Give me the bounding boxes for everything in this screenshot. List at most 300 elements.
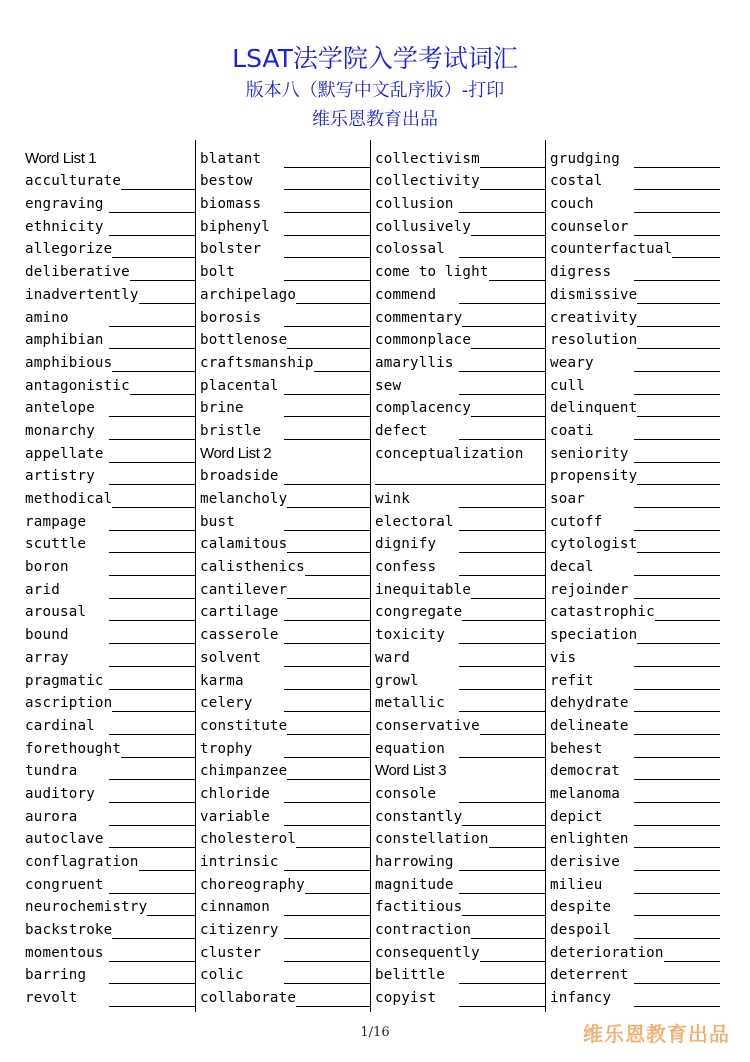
answer-blank[interactable] bbox=[459, 422, 545, 440]
vocab-word: consequently bbox=[375, 944, 480, 961]
answer-blank[interactable] bbox=[112, 490, 195, 508]
vocab-word: harrowing bbox=[375, 854, 454, 870]
answer-blank[interactable] bbox=[459, 649, 545, 667]
answer-blank[interactable] bbox=[637, 331, 720, 349]
vocab-word: bolster bbox=[200, 241, 262, 258]
answer-blank[interactable] bbox=[109, 649, 195, 667]
vocab-row bbox=[550, 690, 720, 713]
answer-blank[interactable] bbox=[459, 240, 545, 258]
vocab-row bbox=[25, 962, 195, 985]
vocab-word: toxicity bbox=[375, 627, 445, 644]
vocab-row bbox=[550, 916, 720, 939]
answer-blank[interactable] bbox=[109, 944, 195, 962]
answer-blank[interactable] bbox=[471, 218, 545, 236]
vocab-row bbox=[200, 508, 370, 531]
answer-blank[interactable] bbox=[284, 150, 370, 168]
answer-blank[interactable] bbox=[139, 286, 195, 304]
answer-blank[interactable] bbox=[672, 240, 720, 258]
vocab-word: inadvertently bbox=[25, 286, 139, 303]
vocab-row bbox=[550, 485, 720, 508]
vocab-row bbox=[25, 826, 195, 849]
answer-blank[interactable] bbox=[287, 581, 370, 599]
answer-blank[interactable] bbox=[462, 603, 545, 621]
answer-blank[interactable] bbox=[284, 921, 370, 939]
vocab-word: coati bbox=[550, 422, 594, 439]
vocab-word: chloride bbox=[200, 785, 270, 802]
answer-blank[interactable] bbox=[284, 377, 370, 395]
vocab-row bbox=[200, 599, 370, 622]
answer-blank[interactable] bbox=[459, 513, 545, 531]
answer-blank[interactable] bbox=[634, 672, 720, 690]
answer-blank[interactable] bbox=[634, 422, 720, 440]
vocab-row bbox=[375, 213, 545, 236]
answer-blank[interactable] bbox=[459, 535, 545, 553]
answer-blank[interactable] bbox=[109, 966, 195, 984]
answer-blank[interactable] bbox=[634, 354, 720, 372]
vocab-row bbox=[25, 553, 195, 576]
answer-blank[interactable] bbox=[375, 467, 545, 485]
answer-blank[interactable] bbox=[459, 740, 545, 758]
vocab-row bbox=[200, 531, 370, 554]
vocab-row bbox=[200, 304, 370, 327]
answer-blank[interactable] bbox=[109, 445, 195, 463]
vocab-row bbox=[200, 168, 370, 191]
vocab-row bbox=[25, 213, 195, 236]
answer-blank[interactable] bbox=[284, 467, 370, 485]
answer-blank[interactable] bbox=[471, 921, 545, 939]
vocab-word: collectivism bbox=[375, 150, 480, 167]
answer-blank[interactable] bbox=[634, 830, 720, 848]
answer-blank[interactable] bbox=[284, 399, 370, 417]
answer-blank[interactable] bbox=[637, 399, 720, 417]
vocab-word: counselor bbox=[550, 218, 629, 235]
vocab-word: deterioration bbox=[550, 944, 664, 961]
answer-blank[interactable] bbox=[130, 263, 195, 281]
answer-blank[interactable] bbox=[637, 535, 720, 553]
answer-blank[interactable] bbox=[109, 603, 195, 621]
answer-blank[interactable] bbox=[284, 898, 370, 916]
vocab-word: defect bbox=[375, 422, 428, 439]
vocab-word: congregate bbox=[375, 604, 463, 621]
answer-blank[interactable] bbox=[489, 263, 545, 281]
answer-blank[interactable] bbox=[634, 876, 720, 894]
vocab-row bbox=[550, 780, 720, 803]
answer-blank[interactable] bbox=[121, 172, 195, 190]
vocab-word: cartilage bbox=[200, 604, 279, 621]
answer-blank[interactable] bbox=[637, 309, 720, 327]
answer-blank[interactable] bbox=[462, 898, 545, 916]
vocab-row bbox=[375, 826, 545, 849]
answer-blank[interactable] bbox=[296, 989, 370, 1007]
vocab-row bbox=[25, 168, 195, 191]
vocab-word: collusively bbox=[375, 218, 472, 235]
answer-blank[interactable] bbox=[637, 626, 720, 644]
vocab-row bbox=[25, 803, 195, 826]
word-list-heading-label: Word List 2 bbox=[200, 444, 272, 462]
vocab-word: weary bbox=[550, 354, 594, 371]
answer-blank[interactable] bbox=[634, 785, 720, 803]
vocab-word: depict bbox=[550, 808, 603, 825]
vocab-word: variable bbox=[200, 808, 270, 825]
answer-blank[interactable] bbox=[109, 399, 195, 417]
answer-blank[interactable] bbox=[109, 717, 195, 735]
answer-blank[interactable] bbox=[459, 876, 545, 894]
answer-blank[interactable] bbox=[459, 354, 545, 372]
vocab-word: seniority bbox=[550, 445, 629, 462]
vocab-row bbox=[375, 848, 545, 871]
answer-blank[interactable] bbox=[634, 898, 720, 916]
vocab-row bbox=[200, 463, 370, 486]
answer-blank[interactable] bbox=[459, 966, 545, 984]
vocab-word: bristle bbox=[200, 422, 262, 439]
answer-blank[interactable] bbox=[634, 513, 720, 531]
vocab-word: forethought bbox=[25, 740, 122, 757]
answer-blank[interactable] bbox=[480, 717, 545, 735]
vocab-word: enlighten bbox=[550, 831, 629, 848]
answer-blank[interactable] bbox=[284, 309, 370, 327]
vocab-row bbox=[375, 871, 545, 894]
vocab-row bbox=[550, 553, 720, 576]
answer-blank[interactable] bbox=[634, 762, 720, 780]
answer-blank[interactable] bbox=[664, 944, 720, 962]
answer-blank[interactable] bbox=[130, 377, 195, 395]
vocab-word: celery bbox=[200, 695, 253, 712]
answer-blank[interactable] bbox=[471, 331, 545, 349]
vocab-word: refit bbox=[550, 672, 594, 689]
answer-blank[interactable] bbox=[459, 558, 545, 576]
word-column-2 bbox=[200, 145, 370, 1007]
vocab-word: infancy bbox=[550, 990, 612, 1007]
word-column-1 bbox=[25, 145, 195, 1007]
answer-blank[interactable] bbox=[459, 626, 545, 644]
answer-blank[interactable] bbox=[287, 490, 370, 508]
vocab-row bbox=[25, 349, 195, 372]
column-divider bbox=[195, 140, 196, 1012]
vocab-row bbox=[25, 984, 195, 1007]
vocab-row bbox=[550, 939, 720, 962]
answer-blank[interactable] bbox=[284, 853, 370, 871]
answer-blank[interactable] bbox=[287, 535, 370, 553]
answer-blank[interactable] bbox=[489, 830, 545, 848]
vocab-row bbox=[200, 939, 370, 962]
answer-blank[interactable] bbox=[459, 694, 545, 712]
vocab-row bbox=[200, 327, 370, 350]
vocab-row bbox=[550, 236, 720, 259]
vocab-word: soar bbox=[550, 491, 585, 507]
answer-blank[interactable] bbox=[634, 172, 720, 190]
answer-blank[interactable] bbox=[634, 445, 720, 463]
vocab-row bbox=[25, 735, 195, 758]
answer-blank[interactable] bbox=[284, 422, 370, 440]
vocab-row bbox=[550, 758, 720, 781]
vocab-word: rejoinder bbox=[550, 581, 629, 598]
vocab-row bbox=[375, 599, 545, 622]
answer-blank[interactable] bbox=[284, 218, 370, 236]
answer-blank[interactable] bbox=[634, 490, 720, 508]
answer-blank[interactable] bbox=[634, 558, 720, 576]
vocab-row bbox=[25, 690, 195, 713]
vocab-word: constellation bbox=[375, 831, 489, 848]
vocab-word: cutoff bbox=[550, 513, 603, 530]
answer-blank[interactable] bbox=[284, 603, 370, 621]
vocab-word: broadside bbox=[200, 468, 279, 485]
answer-blank[interactable] bbox=[459, 672, 545, 690]
vocab-word: growl bbox=[375, 672, 419, 689]
vocab-word: choreography bbox=[200, 876, 305, 893]
answer-blank[interactable] bbox=[109, 626, 195, 644]
vocab-word: biomass bbox=[200, 196, 262, 213]
vocab-row bbox=[200, 372, 370, 395]
answer-blank[interactable] bbox=[284, 785, 370, 803]
vocab-word: despoil bbox=[550, 922, 612, 939]
vocab-word: deliberative bbox=[25, 264, 130, 281]
vocab-word: allegorize bbox=[25, 241, 113, 258]
vocab-word: solvent bbox=[200, 649, 262, 666]
answer-blank[interactable] bbox=[109, 218, 195, 236]
vocab-word: methodical bbox=[25, 491, 113, 507]
vocab-row bbox=[375, 258, 545, 281]
vocab-word: belittle bbox=[375, 967, 445, 984]
answer-blank[interactable] bbox=[459, 377, 545, 395]
answer-blank[interactable] bbox=[305, 558, 370, 576]
vocab-word: trophy bbox=[200, 740, 253, 757]
vocab-word: tundra bbox=[25, 763, 78, 780]
answer-blank[interactable] bbox=[284, 649, 370, 667]
answer-blank[interactable] bbox=[471, 399, 545, 417]
vocab-word: electoral bbox=[375, 513, 454, 530]
answer-blank[interactable] bbox=[109, 785, 195, 803]
answer-blank[interactable] bbox=[284, 694, 370, 712]
answer-blank[interactable] bbox=[109, 195, 195, 213]
vocab-row bbox=[25, 576, 195, 599]
vocab-row bbox=[200, 735, 370, 758]
answer-blank[interactable] bbox=[634, 649, 720, 667]
vocab-row bbox=[550, 826, 720, 849]
column-divider bbox=[370, 140, 371, 1012]
answer-blank[interactable] bbox=[112, 354, 195, 372]
vocab-row bbox=[550, 644, 720, 667]
answer-blank[interactable] bbox=[284, 966, 370, 984]
vocab-row bbox=[550, 213, 720, 236]
vocab-word: biphenyl bbox=[200, 218, 270, 235]
vocab-row bbox=[375, 281, 545, 304]
answer-blank[interactable] bbox=[284, 195, 370, 213]
answer-blank[interactable] bbox=[462, 808, 545, 826]
vocab-row bbox=[375, 962, 545, 985]
vocab-row bbox=[200, 962, 370, 985]
page-title: LSAT法学院入学考试词汇 bbox=[232, 44, 518, 73]
vocab-row bbox=[375, 712, 545, 735]
answer-blank[interactable] bbox=[634, 740, 720, 758]
vocab-word: costal bbox=[550, 173, 603, 190]
answer-blank[interactable] bbox=[634, 808, 720, 826]
vocab-word: cytologist bbox=[550, 536, 638, 553]
answer-blank[interactable] bbox=[112, 240, 195, 258]
page-subtitle: 版本八（默写中文乱序版）-打印 bbox=[245, 80, 505, 101]
vocab-word: barring bbox=[25, 967, 87, 984]
answer-blank[interactable] bbox=[637, 286, 720, 304]
answer-blank[interactable] bbox=[480, 944, 545, 962]
answer-blank[interactable] bbox=[637, 467, 720, 485]
answer-blank[interactable] bbox=[284, 172, 370, 190]
answer-blank[interactable] bbox=[112, 694, 195, 712]
vocab-word: equation bbox=[375, 740, 445, 757]
answer-blank[interactable] bbox=[480, 172, 545, 190]
vocab-word: cardinal bbox=[25, 717, 95, 734]
answer-blank[interactable] bbox=[634, 694, 720, 712]
answer-blank[interactable] bbox=[305, 876, 370, 894]
column-divider bbox=[545, 140, 546, 1012]
vocab-word: complacency bbox=[375, 400, 472, 417]
answer-blank[interactable] bbox=[109, 309, 195, 327]
vocab-word: come to light bbox=[375, 264, 489, 281]
answer-blank[interactable] bbox=[109, 331, 195, 349]
vocab-row bbox=[550, 508, 720, 531]
vocab-row bbox=[200, 395, 370, 418]
vocab-word: grudging bbox=[550, 150, 620, 167]
vocab-row bbox=[550, 803, 720, 826]
vocab-row bbox=[375, 939, 545, 962]
answer-blank[interactable] bbox=[287, 331, 370, 349]
vocab-word: couch bbox=[550, 196, 594, 213]
answer-blank[interactable] bbox=[284, 263, 370, 281]
answer-blank[interactable] bbox=[459, 853, 545, 871]
answer-blank[interactable] bbox=[287, 717, 370, 735]
answer-blank[interactable] bbox=[459, 490, 545, 508]
answer-blank[interactable] bbox=[634, 717, 720, 735]
vocab-word: factitious bbox=[375, 899, 463, 916]
answer-blank[interactable] bbox=[109, 558, 195, 576]
answer-blank[interactable] bbox=[109, 830, 195, 848]
vocab-word: commonplace bbox=[375, 332, 472, 349]
vocab-word: bottlenose bbox=[200, 332, 288, 349]
answer-blank[interactable] bbox=[109, 467, 195, 485]
answer-blank[interactable] bbox=[459, 785, 545, 803]
vocab-word: sew bbox=[375, 377, 402, 394]
answer-blank[interactable] bbox=[109, 535, 195, 553]
answer-blank[interactable] bbox=[284, 808, 370, 826]
vocab-row bbox=[550, 258, 720, 281]
vocab-word: craftsmanship bbox=[200, 354, 314, 371]
vocab-word: revolt bbox=[25, 990, 78, 1007]
answer-blank[interactable] bbox=[314, 354, 370, 372]
vocab-row bbox=[550, 349, 720, 372]
answer-blank[interactable] bbox=[634, 581, 720, 599]
answer-blank[interactable] bbox=[634, 921, 720, 939]
vocab-word: pragmatic bbox=[25, 672, 104, 689]
answer-blank[interactable] bbox=[459, 195, 545, 213]
vocab-row bbox=[550, 327, 720, 350]
vocab-row bbox=[200, 349, 370, 372]
vocab-row bbox=[200, 667, 370, 690]
answer-blank[interactable] bbox=[112, 921, 195, 939]
vocab-word: conservative bbox=[375, 717, 480, 734]
answer-blank[interactable] bbox=[284, 740, 370, 758]
vocab-row bbox=[25, 599, 195, 622]
vocab-row bbox=[25, 258, 195, 281]
answer-blank[interactable] bbox=[109, 672, 195, 690]
vocab-word: artistry bbox=[25, 468, 95, 485]
answer-blank[interactable] bbox=[634, 195, 720, 213]
answer-blank[interactable] bbox=[109, 808, 195, 826]
vocab-word: cantilever bbox=[200, 581, 288, 598]
publisher-line: 维乐恩教育出品 bbox=[312, 109, 438, 130]
vocab-row bbox=[25, 485, 195, 508]
vocab-row bbox=[550, 417, 720, 440]
answer-blank[interactable] bbox=[109, 989, 195, 1007]
answer-blank[interactable] bbox=[459, 286, 545, 304]
answer-blank[interactable] bbox=[634, 989, 720, 1007]
vocab-row bbox=[550, 190, 720, 213]
vocab-word: creativity bbox=[550, 309, 638, 326]
answer-blank[interactable] bbox=[634, 966, 720, 984]
vocab-row bbox=[200, 621, 370, 644]
answer-blank[interactable] bbox=[109, 762, 195, 780]
answer-blank[interactable] bbox=[655, 603, 720, 621]
vocab-row bbox=[550, 621, 720, 644]
answer-blank[interactable] bbox=[634, 263, 720, 281]
vocab-row bbox=[200, 871, 370, 894]
vocab-row bbox=[200, 690, 370, 713]
answer-blank[interactable] bbox=[284, 944, 370, 962]
answer-blank[interactable] bbox=[284, 672, 370, 690]
vocab-row bbox=[25, 372, 195, 395]
vocab-word: delinquent bbox=[550, 400, 638, 417]
vocab-word: counterfactual bbox=[550, 241, 673, 258]
vocab-word: collaborate bbox=[200, 990, 297, 1007]
answer-blank[interactable] bbox=[284, 240, 370, 258]
vocab-row bbox=[25, 780, 195, 803]
vocab-word: catastrophic bbox=[550, 604, 655, 621]
vocab-row bbox=[375, 621, 545, 644]
vocab-word: melancholy bbox=[200, 491, 288, 507]
answer-blank[interactable] bbox=[634, 853, 720, 871]
answer-blank[interactable] bbox=[284, 513, 370, 531]
answer-blank[interactable] bbox=[480, 150, 545, 168]
answer-blank[interactable] bbox=[287, 762, 370, 780]
answer-blank[interactable] bbox=[471, 581, 545, 599]
vocab-word: contraction bbox=[375, 922, 472, 939]
vocab-word: array bbox=[25, 649, 69, 666]
answer-blank[interactable] bbox=[109, 581, 195, 599]
answer-blank[interactable] bbox=[147, 898, 195, 916]
vocab-word: antelope bbox=[25, 400, 95, 417]
answer-blank[interactable] bbox=[462, 309, 545, 327]
word-list-heading bbox=[200, 440, 370, 463]
vocab-word: console bbox=[375, 785, 437, 802]
answer-blank[interactable] bbox=[109, 876, 195, 894]
vocab-row bbox=[25, 667, 195, 690]
vocab-row bbox=[375, 553, 545, 576]
answer-blank[interactable] bbox=[634, 150, 720, 168]
answer-blank[interactable] bbox=[109, 513, 195, 531]
vocab-word: dignify bbox=[375, 536, 437, 553]
answer-blank[interactable] bbox=[296, 286, 370, 304]
vocab-word: dismissive bbox=[550, 286, 638, 303]
answer-blank[interactable] bbox=[459, 989, 545, 1007]
vocab-row bbox=[550, 894, 720, 917]
answer-blank[interactable] bbox=[109, 422, 195, 440]
vocab-row bbox=[550, 281, 720, 304]
vocab-row bbox=[25, 848, 195, 871]
answer-blank[interactable] bbox=[634, 377, 720, 395]
vocab-row bbox=[550, 599, 720, 622]
answer-blank[interactable] bbox=[284, 626, 370, 644]
answer-blank[interactable] bbox=[139, 853, 195, 871]
answer-blank[interactable] bbox=[121, 740, 195, 758]
answer-blank[interactable] bbox=[634, 218, 720, 236]
answer-blank[interactable] bbox=[296, 830, 370, 848]
